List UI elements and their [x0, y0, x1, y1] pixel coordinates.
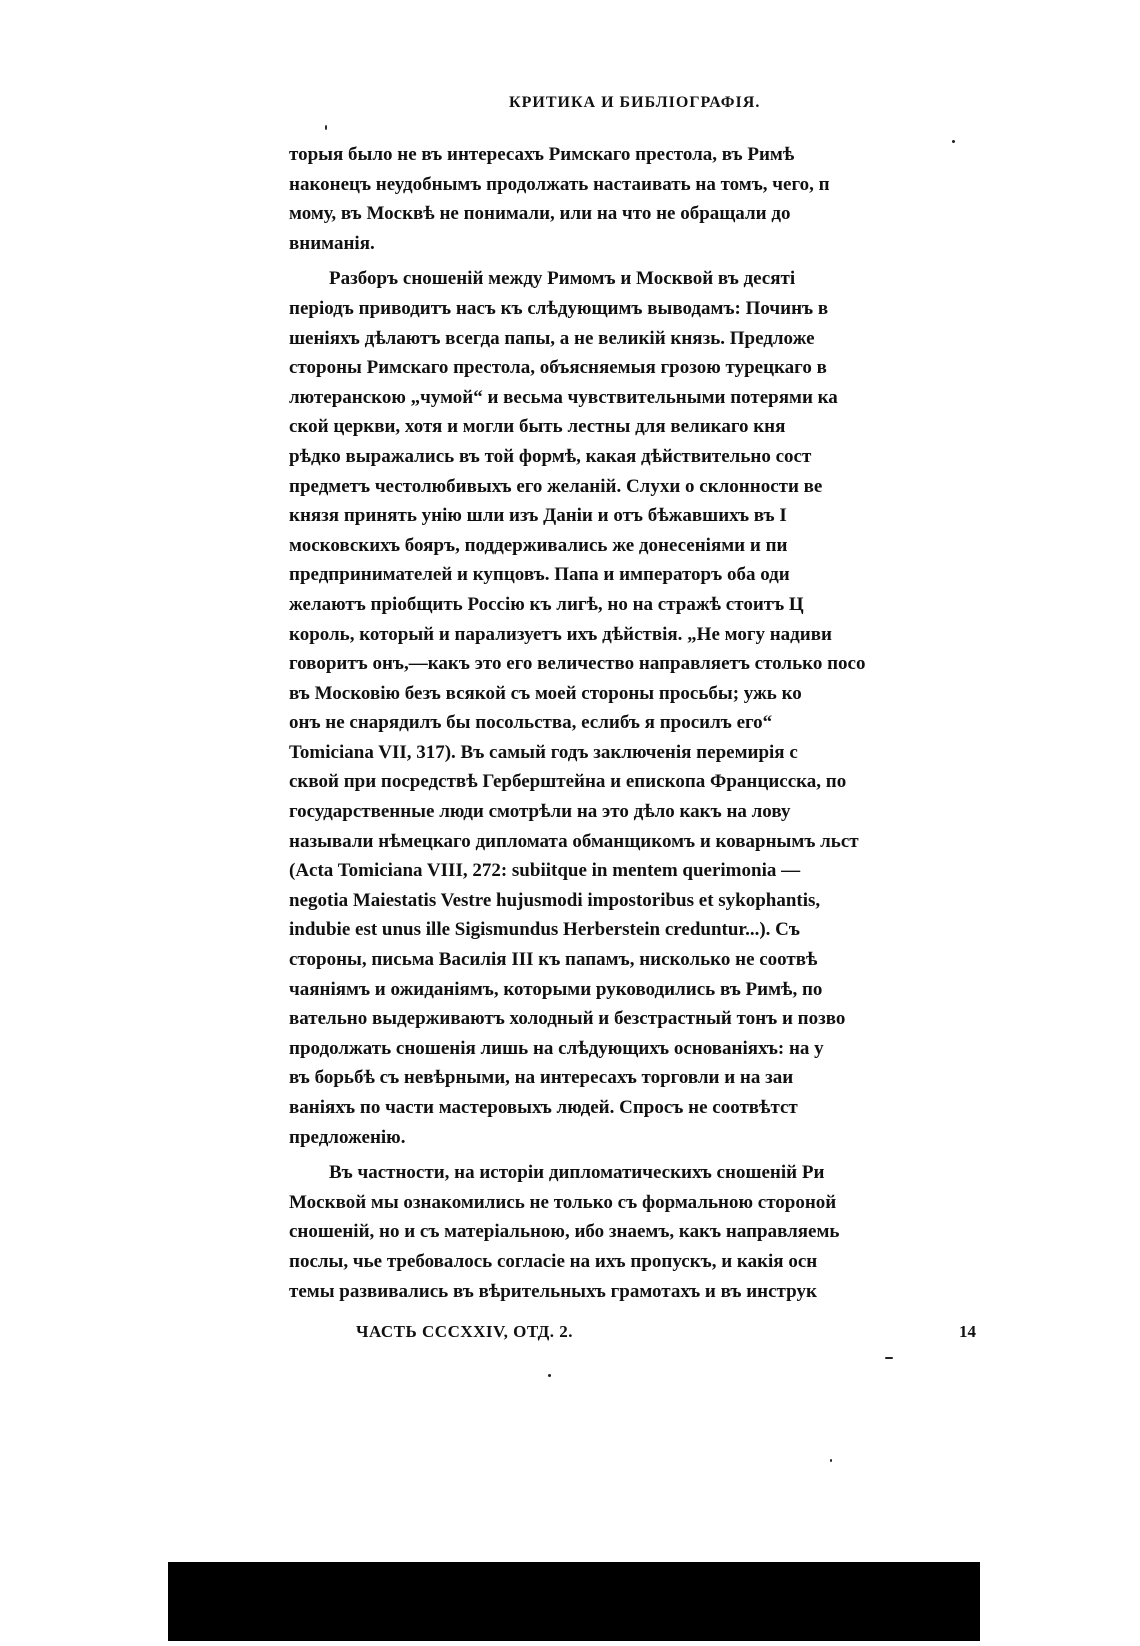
- scan-speck: [952, 140, 955, 143]
- text-line: онъ не снарядилъ бы посольства, еслибъ я просилъ его“: [289, 712, 773, 734]
- text-line: (Acta Tomiciana VIII, 272: subiitque in mentem querimonia —: [289, 860, 801, 882]
- scan-speck: [830, 1459, 832, 1462]
- text-line: стороны Римскаго престола, объясняемыя грозою турецкаго в: [289, 357, 827, 379]
- text-line: вательно выдерживаютъ холодный и безстрастный тонъ и позво: [289, 1008, 846, 1030]
- text-line: князя принять унію шли изъ Даніи и отъ бѣжавшихъ въ I: [289, 505, 787, 527]
- text-line: темы развивались въ вѣрительныхъ грамотахъ и въ инструк: [289, 1280, 817, 1302]
- scan-speck: [885, 1357, 893, 1359]
- text-line: лютеранскою „чумой“ и весьма чувствительными потерями ка: [289, 386, 838, 408]
- text-line: государственные люди смотрѣли на это дѣло какъ на лову: [289, 801, 791, 823]
- text-line: рѣдко выражались въ той формѣ, какая дѣйствительно сост: [289, 445, 812, 467]
- text-line: negotia Maiestatis Vestre hujusmodi impostoribus et sykophantis,: [289, 889, 821, 911]
- text-line: вниманія.: [289, 232, 375, 254]
- sheet-number: 14: [959, 1322, 976, 1341]
- text-line: Въ частности, на исторіи дипломатическихъ сношеній Ри: [329, 1162, 825, 1184]
- text-line: въ Московію безъ всякой съ моей стороны просьбы; ужь ко: [289, 682, 802, 704]
- scan-black-margin: [168, 1562, 980, 1641]
- running-header: КРИТИКА И БИБЛІОГРАФІЯ.: [509, 94, 761, 111]
- text-line: московскихъ бояръ, поддерживались же донесеніями и пи: [289, 534, 788, 556]
- text-line: ваніяхъ по части мастеровыхъ людей. Спросъ не соотвѣтст: [289, 1097, 798, 1118]
- page-body: [289, 140, 979, 1306]
- text-line: сношеній, но и съ матеріальною, ибо знаемъ, какъ направляемь: [289, 1221, 840, 1243]
- text-line: желаютъ пріобщить Россію къ лигѣ, но на стражѣ стоитъ Ц: [289, 593, 804, 615]
- text-line: король, который и парализуетъ ихъ дѣйствія. „Не могу надиви: [289, 623, 832, 645]
- text-line: продолжать сношенія лишь на слѣдующихъ основаніяхъ: на у: [289, 1037, 824, 1059]
- text-line: Разборъ сношеній между Римомъ и Москвой въ десяті: [329, 268, 796, 290]
- text-line: предпринимателей и купцовъ. Папа и императоръ оба оди: [289, 564, 790, 586]
- text-line: предметъ честолюбивыхъ его желаній. Слухи о склонности ве: [289, 475, 823, 497]
- text-line: indubie est unus ille Sigismundus Herberstein creduntur...). Съ: [289, 919, 800, 941]
- text-line: шеніяхъ дѣлаютъ всегда папы, а не великій князь. Предложе: [289, 327, 815, 349]
- text-line: чаяніямъ и ожиданіямъ, которыми руководились въ Римѣ, по: [289, 978, 823, 1000]
- text-line: ской церкви, хотя и могли быть лестны для великаго кня: [289, 416, 786, 438]
- text-line: мому, въ Москвѣ не понимали, или на что не обращали до: [289, 203, 791, 225]
- text-line: стороны, письма Василія III къ папамъ, нисколько не соотвѣ: [289, 949, 818, 971]
- text-line: послы, чье требовалось согласіе на ихъ пропускъ, и какія осн: [289, 1250, 818, 1272]
- scan-speck: [325, 125, 327, 130]
- text-line: называли нѣмецкаго дипломата обманщикомъ и коварнымъ льст: [289, 830, 859, 852]
- text-line: сквой при посредствѣ Герберштейна и епископа Францисска, по: [289, 771, 847, 793]
- text-line: періодъ приводитъ насъ къ слѣдующимъ выводамъ: Починъ в: [289, 297, 829, 319]
- text-line: Москвой мы ознакомились не только съ формальною стороной: [289, 1191, 837, 1213]
- text-line: въ борьбѣ съ невѣрными, на интересахъ торговли и на заи: [289, 1067, 794, 1089]
- signature-mark: ЧАСТЬ CCCXXIV, ОТД. 2.: [356, 1322, 574, 1341]
- text-line: Tomiciana VII, 317). Въ самый годъ заключенія перемирія с: [289, 741, 798, 763]
- scan-speck: [548, 1374, 551, 1377]
- text-line: предложенію.: [289, 1126, 406, 1148]
- text-line: торыя было не въ интересахъ Римскаго престола, въ Римѣ: [289, 144, 795, 165]
- text-line: говоритъ онъ,—какъ это его величество направляетъ столько посо: [289, 653, 866, 675]
- text-line: наконецъ неудобнымъ продолжать настаивать на томъ, чего, п: [289, 173, 830, 195]
